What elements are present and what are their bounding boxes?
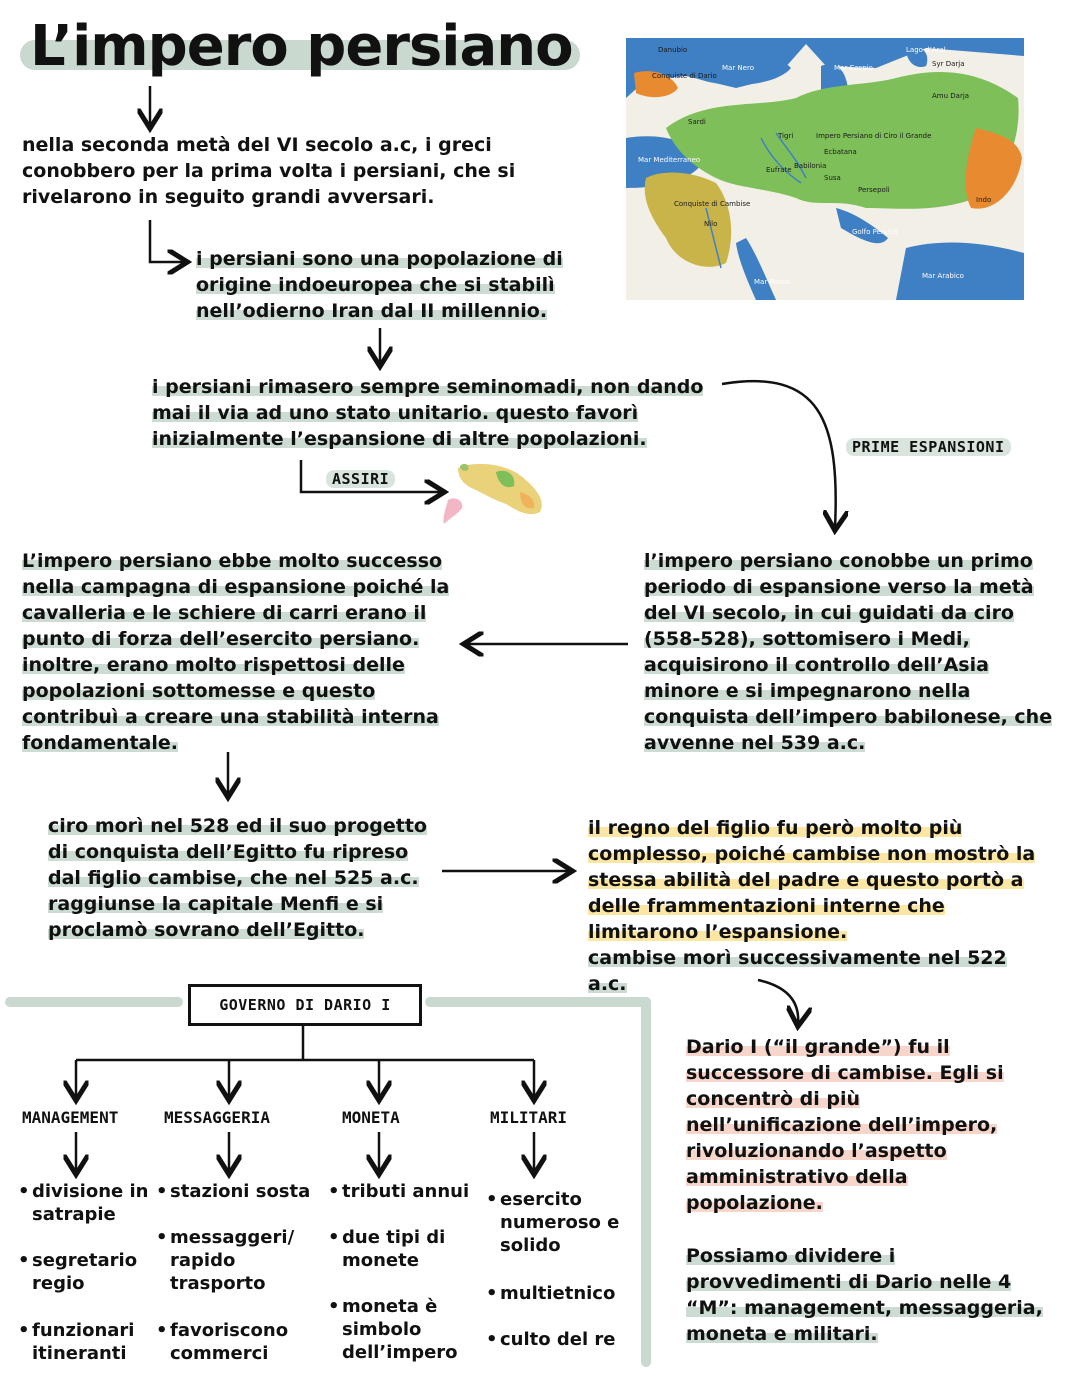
list-item: • tributi annui [328, 1181, 470, 1202]
success-text-content: L’impero persiano ebbe molto successo nella campagna di espansione poiché la cavalleria e le schiere di carri erano il punto di forza dell’esercito persiano. inoltre, erano molto rispettosi delle popolazioni sottomesse e questo contribuì a creare una stabilità interna fondamentale. [22, 550, 450, 754]
assiri-label-text: ASSIRI [326, 470, 395, 488]
svg-text:Tigri: Tigri [778, 132, 794, 140]
four-m-text-content: Possiamo dividere i provvedimenti di Dario nelle 4 “M”: management, messaggeria, moneta e militari. [686, 1245, 1043, 1345]
svg-text:Indo: Indo [976, 196, 992, 204]
first-expansion-text-content: l’impero persiano conobbe un primo periodo di espansione verso la metà del VI secolo, in cui guidati da ciro (558-528), sottomisero i Medi, acquisirono il controllo dell’Asia minore e si impegnarono nella conquista dell’impero babilonese, che avvenne nel 539 a.c. [644, 550, 1053, 754]
svg-text:Lago d’Aral: Lago d’Aral [906, 46, 946, 54]
dario-text-content: Dario I (“il grande”) fu il successore di cambise. Egli si concentrò di più nell’unificazione dell’impero, rivoluzionando l’aspetto amministrativo della popolazione. [686, 1036, 1004, 1214]
governo-dario-label: GOVERNO DI DARIO I [219, 996, 391, 1014]
svg-text:Mar Nero: Mar Nero [722, 64, 754, 72]
svg-text:Eufrate: Eufrate [766, 166, 792, 174]
svg-text:Ecbatana: Ecbatana [824, 148, 857, 156]
cambise-reign-text-content: il regno del figlio fu però molto più complesso, poiché cambise non mostrò la stessa abilità del padre e questo portò a delle frammentazioni interne che limitarono l’espansione. [588, 817, 1036, 943]
arrow-to-first-expansion [722, 381, 836, 528]
arrow-intro-to-origin [150, 220, 185, 262]
category-messaggeria: MESSAGGERIA [164, 1108, 270, 1127]
origin-text [196, 246, 576, 324]
svg-text:Conquiste di Cambise: Conquiste di Cambise [674, 200, 751, 208]
svg-text:Mar Caspio: Mar Caspio [834, 64, 873, 72]
category-moneta: MONETA [342, 1108, 400, 1127]
svg-text:Danubio: Danubio [658, 46, 688, 54]
list-item: • multietnico [486, 1283, 616, 1304]
intro-text: nella seconda metà del VI secolo a.c, i greci conobbero per la prima volta i persiani, che si rivelarono in seguito grandi avversari. [22, 134, 516, 208]
assiri-label [326, 470, 395, 488]
persian-empire-map [626, 38, 1024, 300]
list-item: • stazioni sosta [156, 1181, 311, 1202]
prime-espansioni-label [846, 438, 1011, 456]
svg-text:Mar Rosso: Mar Rosso [754, 278, 790, 286]
seminomads-text [152, 374, 722, 452]
svg-text:Impero Persiano di Ciro il Gra: Impero Persiano di Ciro il Grande [816, 132, 932, 140]
svg-text:Mar Arabico: Mar Arabico [922, 272, 964, 280]
origin-text-content: i persiani sono una popolazione di origine indoeuropea che si stabilì nell’odierno Iran dal II millennio. [196, 248, 563, 322]
svg-text:Nilo: Nilo [704, 220, 718, 228]
svg-text:Golfo Persico: Golfo Persico [852, 228, 898, 236]
svg-text:Syr Darja: Syr Darja [932, 60, 965, 68]
svg-text:Persepoli: Persepoli [858, 186, 890, 194]
cambise-death-text: cambise morì successivamente nel 522 a.c. [588, 947, 1007, 995]
list-item: • favoriscono commerci [156, 1320, 289, 1364]
svg-text:Conquiste di Dario: Conquiste di Dario [652, 72, 717, 80]
list-item: • esercito numeroso e solido [486, 1189, 620, 1256]
category-militari: MILITARI [490, 1108, 568, 1127]
governo-dario-box [188, 984, 422, 1026]
list-item: • funzionari itineranti [18, 1320, 135, 1364]
list-item: • segretario regio [18, 1250, 138, 1294]
dario-text [686, 1034, 1016, 1216]
list-item: • moneta è simbolo dell’impero [328, 1296, 458, 1363]
success-text [22, 548, 462, 756]
first-expansion-text [644, 548, 1054, 756]
four-m-text [686, 1243, 1046, 1347]
ciro-death-text [48, 813, 438, 943]
svg-text:Amu Darja: Amu Darja [932, 92, 970, 100]
page-title: L’impero persiano [30, 14, 573, 79]
list-item: • due tipi di monete [328, 1227, 446, 1271]
list-item: • divisione in satrapie [18, 1181, 149, 1225]
assyrian-map-thumbnail [436, 458, 548, 528]
svg-text:Sardi: Sardi [688, 118, 706, 126]
svg-text:Mar Mediterraneo: Mar Mediterraneo [638, 156, 701, 164]
category-management: MANAGEMENT [22, 1108, 119, 1127]
list-item: • messaggeri/ rapido trasporto [156, 1227, 295, 1294]
svg-text:Babilonia: Babilonia [794, 162, 827, 170]
list-item: • culto del re [486, 1329, 616, 1350]
cambise-reign-text [588, 815, 1048, 997]
ciro-death-text-content: ciro morì nel 528 ed il suo progetto di conquista dell’Egitto fu ripreso dal figlio cambise, che nel 525 a.c. raggiunse la capitale Menfi e si proclamò sovrano dell’Egitto. [48, 815, 427, 941]
seminomads-text-content: i persiani rimasero sempre seminomadi, non dando mai il via ad uno stato unitario. questo favorì inizialmente l’espansione di altre popolazioni. [152, 376, 704, 450]
svg-text:Susa: Susa [824, 174, 841, 182]
prime-espansioni-label-text: PRIME ESPANSIONI [846, 438, 1011, 456]
